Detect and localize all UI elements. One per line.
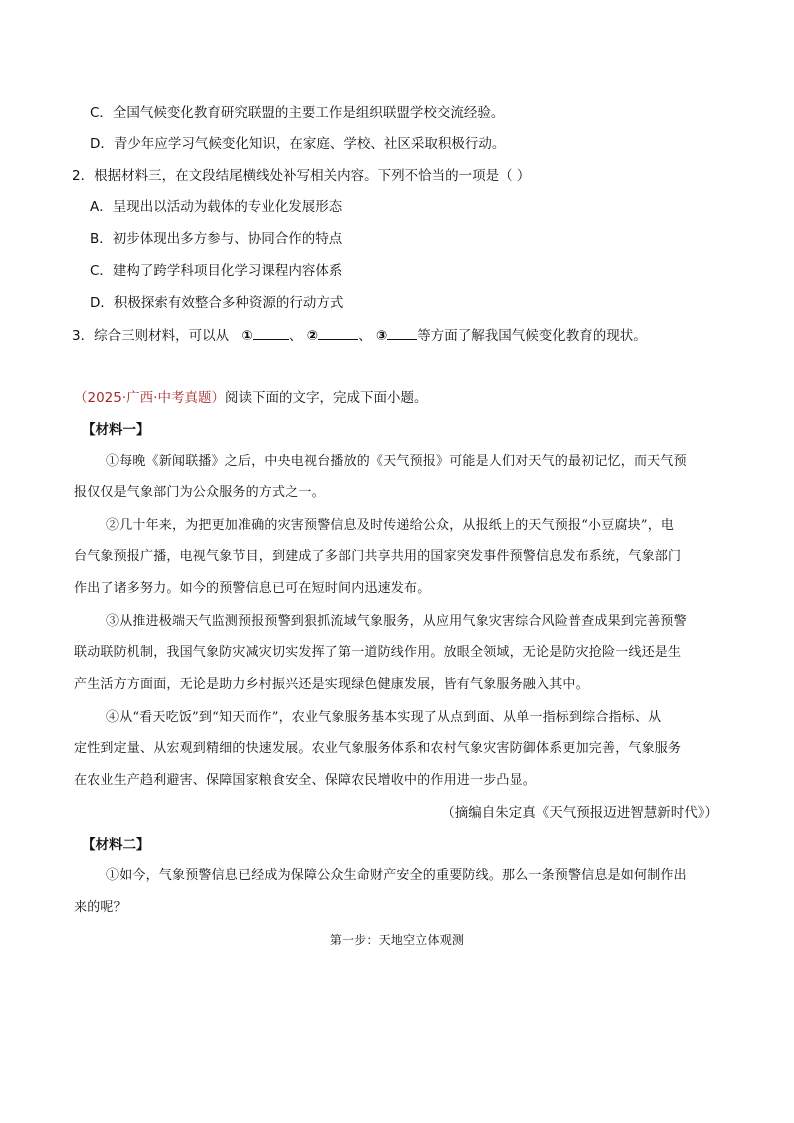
material-2-line: 来的呢？ — [74, 900, 127, 915]
material-1-line: ①每晚《新闻联播》之后，中央电视台播放的《天气预报》可能是人们对天气的最初记忆，而天气预 — [106, 454, 687, 469]
material-1-line: 定性到定量、从宏观到精细的快速发展。农业气象服务体系和农村气象灾害防御体系更加完善，气象服务 — [74, 741, 682, 756]
question-2-option-a: A．呈现出以活动为载体的专业化发展形态 — [90, 199, 343, 215]
material-1-line: 在农业生产趋利避害、保障国家粮食安全、保障农民增收中的作用进一步凸显。 — [74, 773, 537, 788]
material-1-line: 产生活方方面面，无论是助力乡村振兴还是实现绿色健康发展，皆有气象服务融入其中。 — [74, 677, 589, 692]
blank-3-marker: ③ — [375, 328, 388, 344]
question-3-suffix: 等方面了解我国气候变化教育的现状。 — [417, 328, 647, 344]
blank-3 — [387, 325, 417, 340]
material-1-heading: 【材料一】 — [82, 422, 150, 438]
section-header — [74, 388, 427, 408]
material-1-line: 作出了诸多努力。如今的预警信息已可在短时间内迅速发布。 — [74, 581, 431, 596]
separator: 、 — [358, 328, 372, 344]
material-2-heading: 【材料二】 — [82, 837, 150, 853]
material-1-line: 报仅仅是气象部门为公众服务的方式之一。 — [74, 485, 325, 500]
blank-1 — [253, 325, 289, 340]
section-instruction: 阅读下面的文字，完成下面小题。 — [224, 390, 428, 406]
material-1-line: ②几十年来，为把更加准确的灾害预警信息及时传递给公众，从报纸上的天气预报“小豆腐块”，电 — [106, 518, 675, 533]
material-1-line: ④从“看天吃饭”到“知天而作”，农业气象服务基本实现了从点到面、从单一指标到综合指标、从 — [106, 710, 662, 725]
question-2-option-d: D．积极探索有效整合多种资源的行动方式 — [90, 295, 344, 311]
separator: 、 — [288, 328, 303, 344]
question-3 — [72, 325, 647, 346]
blank-2 — [318, 325, 358, 340]
material-1-line: 联动联防机制，我国气象防灾减灾切实发挥了第一道防线作用。放眼全领域，无论是防灾抢险一线还是生 — [74, 645, 682, 660]
material-2-line: ①如今，气象预警信息已经成为保障公众生命财产安全的重要防线。那么一条预警信息是如何制作出 — [106, 868, 687, 883]
question-2-option-b: B．初步体现出多方参与、协同合作的特点 — [90, 231, 343, 247]
material-1-line: ③从推进极端天气监测预报预警到狠抓流域气象服务，从应用气象灾害综合风险普查成果到完善预警 — [106, 614, 687, 629]
question-2-stem: 2．根据材料三，在文段结尾横线处补写相关内容。下列不恰当的一项是（ ） — [72, 168, 531, 184]
blank-1-marker: ① — [241, 328, 253, 344]
source-tag: （2025·广西·中考真题） — [74, 390, 225, 406]
material-1-citation: （摘编自朱定真《天气预报迈进智慧新时代》） — [441, 805, 718, 821]
blank-2-marker: ② — [306, 328, 319, 344]
question-2-option-c: C．建构了跨学科项目化学习课程内容体系 — [90, 263, 343, 279]
material-1-line: 台气象预报广播，电视气象节目，到建成了多部门共享共用的国家突发事件预警信息发布系统，气象部门 — [74, 549, 682, 564]
question-3-prefix: 3．综合三则材料，可以从 — [72, 328, 230, 344]
step-caption: 第一步：天地空立体观测 — [329, 933, 465, 947]
option-c-prev: C．全国气候变化教育研究联盟的主要工作是组织联盟学校交流经验。 — [90, 105, 505, 121]
option-d-prev: D．青少年应学习气候变化知识，在家庭、学校、社区采取积极行动。 — [90, 136, 506, 152]
